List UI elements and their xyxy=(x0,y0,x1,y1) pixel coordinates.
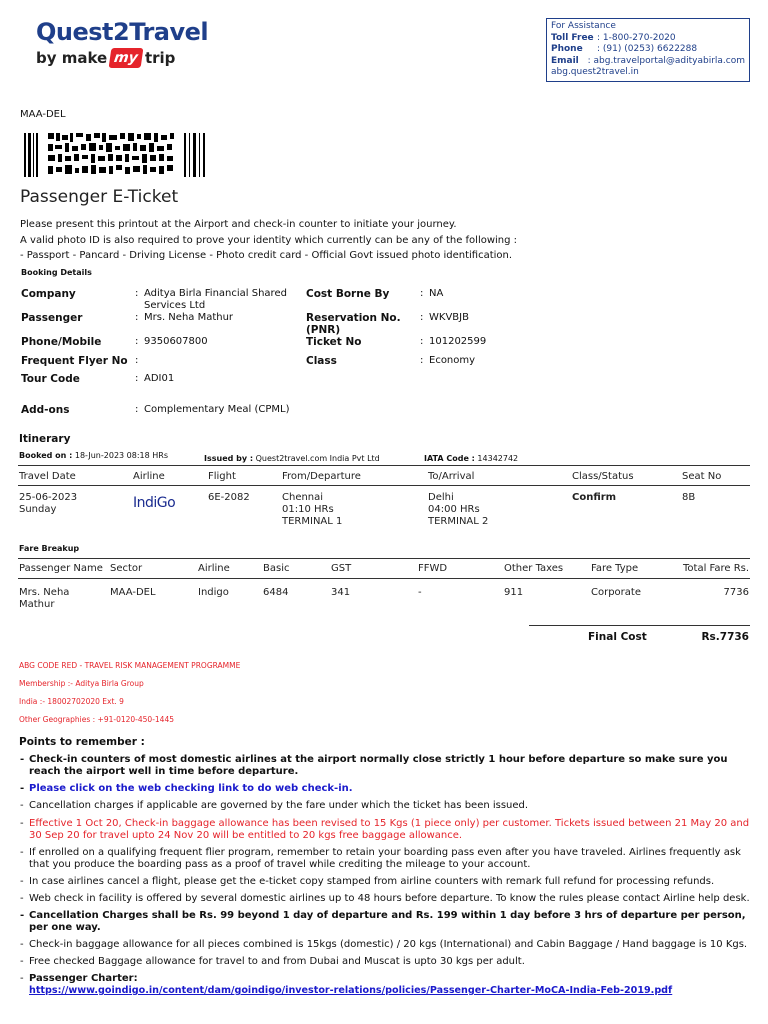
point-2-web-checkin-link[interactable]: - Please click on the web checking link to do web check-in. xyxy=(20,783,353,794)
logo-my: my xyxy=(109,48,144,68)
fare-col-airline: Airline xyxy=(198,563,230,574)
points-heading: Points to remember : xyxy=(19,736,145,748)
final-cost-value: Rs.7736 xyxy=(701,631,749,643)
ticket-no-colon: : xyxy=(420,336,424,347)
intro-line-2: A valid photo ID is also required to prove your identity which currently can be any of the following : xyxy=(20,234,518,246)
point-9: - Check-in baggage allowance for all pieces combined is 15kgs (domestic) / 20 kgs (International) and Cabin Baggage / Hand baggage is 10 Kgs. xyxy=(20,939,748,950)
phone-mobile-label: Phone/Mobile xyxy=(21,336,102,348)
cost-borne-colon: : xyxy=(420,288,424,299)
fare-col-ffwd: FFWD xyxy=(418,563,448,574)
company-colon: : xyxy=(135,288,139,299)
itin-to-city: Delhi xyxy=(428,492,454,503)
fare-name-line-1: Mrs. Neha xyxy=(19,587,70,598)
itin-to-time: 04:00 HRs xyxy=(428,504,480,515)
itin-flight: 6E-2082 xyxy=(208,492,250,503)
fare-type: Corporate xyxy=(591,587,641,598)
tour-code-label: Tour Code xyxy=(21,373,80,385)
fare-gst: 341 xyxy=(331,587,351,598)
abg-other-geo: Other Geographies : +91-0120-450-1445 xyxy=(19,715,174,724)
logo-trip: trip xyxy=(144,49,176,67)
addons-label: Add-ons xyxy=(21,404,70,416)
issued-by xyxy=(204,454,380,463)
tour-code-value: ADI01 xyxy=(144,373,175,384)
fare-airline: Indigo xyxy=(198,587,229,598)
phone-mobile-colon: : xyxy=(135,336,139,347)
iata-code xyxy=(424,454,518,463)
point-6: - In case airlines cancel a flight, please get the e-ticket copy stamped from airline counters with remark full refund for processing refunds. xyxy=(20,876,715,887)
company-value: Aditya Birla Financial Shared Services Ltd xyxy=(144,288,287,311)
fare-col-gst: GST xyxy=(331,563,352,574)
fare-passenger-name xyxy=(19,587,69,611)
company-label: Company xyxy=(21,288,76,300)
point-11: - Passenger Charter: https://www.goindigo.in/content/dam/goindigo/investor-relations/policies/Passenger-Charter-MoCA-India-Feb-2019.pdf xyxy=(20,973,750,997)
email-label: Email xyxy=(551,55,579,66)
booked-on-label: Booked on : xyxy=(19,451,73,460)
itinerary-heading: Itinerary xyxy=(19,433,71,445)
assist-title: For Assistance xyxy=(551,21,616,31)
pnr-value: WKVBJB xyxy=(429,312,469,323)
itin-from-terminal: TERMINAL 1 xyxy=(282,516,343,527)
fare-ffwd: - xyxy=(418,587,422,598)
point-7: - Web check in facility is offered by several domestic airlines up to 48 hours before departure. To know the rules please contact Airline help desk. xyxy=(20,893,750,904)
booking-details-heading: Booking Details xyxy=(21,268,92,277)
fare-col-basic: Basic xyxy=(263,563,290,574)
itinerary-top-rule xyxy=(18,465,750,466)
passenger-charter-label: Passenger Charter: xyxy=(29,973,138,984)
itin-status: Confirm xyxy=(572,492,617,503)
iata-code-label: IATA Code : xyxy=(424,454,475,463)
toll-free-label: Toll Free xyxy=(551,32,594,43)
fare-header-rule xyxy=(18,578,750,579)
fare-other-taxes: 911 xyxy=(504,587,524,598)
passenger-colon: : xyxy=(135,312,139,323)
itin-from-city: Chennai xyxy=(282,492,324,503)
logo-by: by make xyxy=(36,49,108,67)
itin-col-class-status: Class/Status xyxy=(572,471,634,482)
booked-on xyxy=(19,451,168,460)
iata-code-value: 14342742 xyxy=(477,454,519,463)
itin-col-from: From/Departure xyxy=(282,471,361,482)
logo-tagline xyxy=(36,48,216,68)
ticket-no-label: Ticket No xyxy=(306,336,362,348)
itin-date: 25-06-2023 xyxy=(19,492,78,503)
itin-to xyxy=(428,492,488,528)
barcode-image xyxy=(24,133,206,177)
itin-seat: 8B xyxy=(682,492,696,503)
abg-membership: Membership :- Aditya Birla Group xyxy=(19,679,144,688)
indigo-logo: IndiGo xyxy=(133,495,176,511)
pnr-label: Reservation No.(PNR) xyxy=(306,312,401,336)
fare-col-passenger: Passenger Name xyxy=(19,563,103,574)
tour-code-colon: : xyxy=(135,373,139,384)
logo-title: Quest2Travel xyxy=(36,18,209,46)
cost-borne-label: Cost Borne By xyxy=(306,288,390,300)
ticket-no-value: 101202599 xyxy=(429,336,487,347)
itinerary-header-rule xyxy=(18,485,750,486)
toll-free-value: : 1-800-270-2020 xyxy=(597,32,676,43)
ffn-label: Frequent Flyer No xyxy=(21,355,128,367)
class-value: Economy xyxy=(429,355,476,366)
cost-borne-value: NA xyxy=(429,288,444,299)
abg-code-red: ABG CODE RED - TRAVEL RISK MANAGEMENT PROGRAMME xyxy=(19,661,241,670)
phone-mobile-value: 9350607800 xyxy=(144,336,208,347)
final-cost-rule xyxy=(529,625,750,626)
intro-line-1: Please present this printout at the Airport and check-in counter to initiate your journey. xyxy=(20,219,457,230)
itin-col-flight: Flight xyxy=(208,471,236,482)
itin-col-to: To/Arrival xyxy=(428,471,475,482)
point-5: - If enrolled on a qualifying frequent flier program, remember to retain your boarding pass even after you have traveled. Airlines frequently ask that you produce the boarding pass as a proof of travel while crediting the mileage to your account. xyxy=(20,847,741,870)
fare-col-total: Total Fare Rs. xyxy=(683,563,750,574)
passenger-charter-link[interactable]: https://www.goindigo.in/content/dam/goindigo/investor-relations/policies/Passenger-Charter-MoCA-India-Feb-2019.pdf xyxy=(29,985,673,996)
fare-total: 7736 xyxy=(723,587,749,598)
pnr-colon: : xyxy=(420,312,424,323)
fare-top-rule xyxy=(18,558,750,559)
itin-from xyxy=(282,492,342,528)
route-code: MAA-DEL xyxy=(20,109,66,120)
page-title: Passenger E-Ticket xyxy=(20,187,179,207)
quest2travel-logo xyxy=(36,18,216,68)
point-3: - Cancellation charges if applicable are governed by the fare under which the ticket has been issued. xyxy=(20,800,529,811)
fare-col-fare-type: Fare Type xyxy=(591,563,639,574)
intro-text xyxy=(20,217,750,264)
fare-name-line-2: Mathur xyxy=(19,599,55,610)
fare-sector: MAA-DEL xyxy=(110,587,156,598)
itin-to-terminal: TERMINAL 2 xyxy=(428,516,489,527)
passenger-label: Passenger xyxy=(21,312,83,324)
passenger-value: Mrs. Neha Mathur xyxy=(144,312,234,323)
point-1: - Check-in counters of most domestic airlines at the airport normally close strictly 1 hour before departure so make sure you reach the airport well in time before departure. xyxy=(20,754,728,777)
phone-value: : (91) (0253) 6622288 xyxy=(597,44,698,54)
class-label: Class xyxy=(306,355,337,367)
point-10: - Free checked Baggage allowance for travel to and from Dubai and Muscat is upto 30 kgs per adult. xyxy=(20,956,525,967)
fare-col-sector: Sector xyxy=(110,563,143,574)
ffn-colon: : xyxy=(135,355,139,366)
site-link[interactable]: abg.quest2travel.in xyxy=(551,67,639,77)
email-link[interactable]: : abg.travelportal@adityabirla.com xyxy=(587,55,745,66)
addons-colon: : xyxy=(135,404,139,415)
intro-line-3: - Passport - Pancard - Driving License - Photo credit card - Official Govt issued photo identification. xyxy=(20,250,513,261)
assistance-box xyxy=(546,18,750,82)
fare-col-other-taxes: Other Taxes xyxy=(504,563,564,574)
issued-by-label: Issued by : xyxy=(204,454,254,463)
point-8: - Cancellation Charges shall be Rs. 99 beyond 1 day of departure and Rs. 199 within 1 day before 3 hrs of departure per person, per one way. xyxy=(20,910,746,933)
itin-col-seat: Seat No xyxy=(682,471,722,482)
fare-basic: 6484 xyxy=(263,587,289,598)
phone-label: Phone xyxy=(551,44,583,54)
itin-day: Sunday xyxy=(19,504,57,515)
addons-value: Complementary Meal (CPML) xyxy=(144,404,290,415)
itin-col-travel-date: Travel Date xyxy=(19,471,76,482)
itin-travel-date xyxy=(19,492,77,516)
itin-from-time: 01:10 HRs xyxy=(282,504,334,515)
fare-breakup-heading: Fare Breakup xyxy=(19,544,80,553)
point-4: - Effective 1 Oct 20, Check-in baggage allowance has been revised to 15 Kgs (1 piece only) per customer. Tickets issued between 21 May 20 and 30 Sep 20 for travel upto 24 Nov 20 will be entitled to 20 kgs free baggage allowance. xyxy=(20,818,750,841)
abg-india-phone: India :- 18002702020 Ext. 9 xyxy=(19,697,124,706)
itin-col-airline: Airline xyxy=(133,471,165,482)
booked-on-value: 18-Jun-2023 08:18 HRs xyxy=(74,451,168,460)
class-colon: : xyxy=(420,355,424,366)
final-cost-label: Final Cost xyxy=(588,631,647,643)
issued-by-value: Quest2travel.com India Pvt Ltd xyxy=(255,454,380,463)
